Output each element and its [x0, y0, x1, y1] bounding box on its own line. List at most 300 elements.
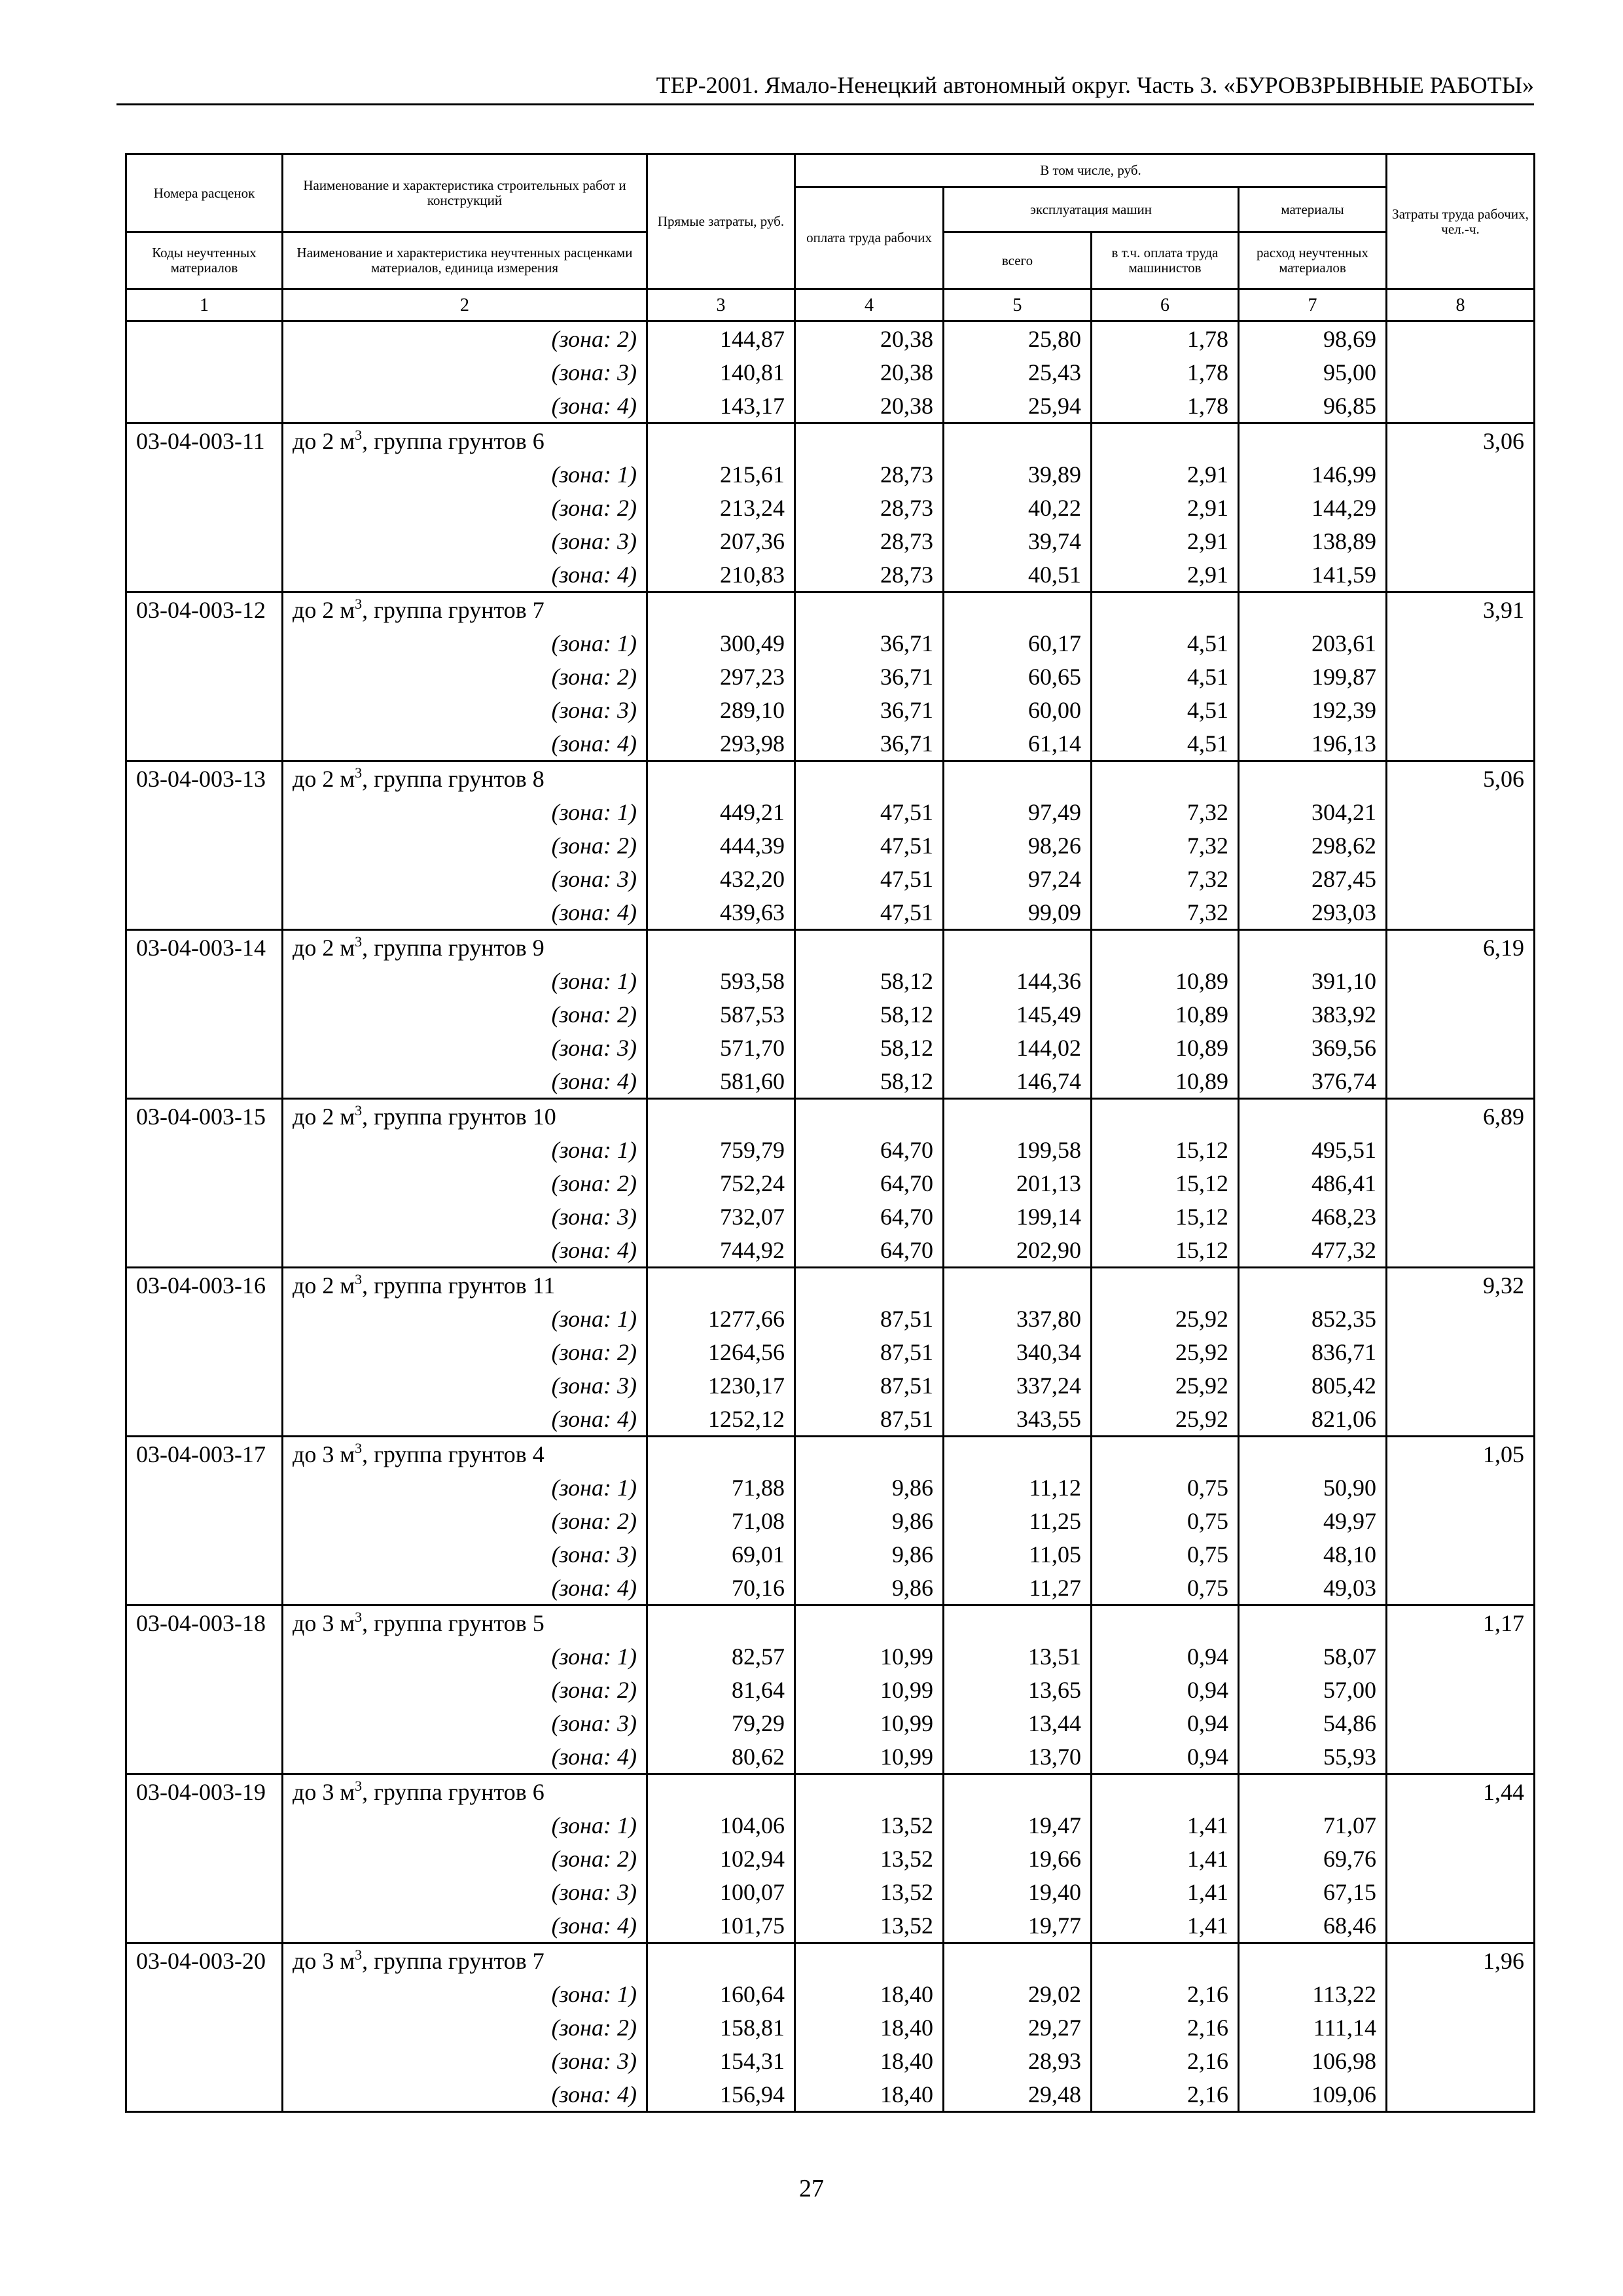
empty-cell [126, 795, 283, 829]
zone-label: (зона: 3) [283, 1031, 647, 1064]
direct-costs-value: 732,07 [647, 1200, 795, 1233]
operators-pay-value: 25,92 [1092, 1369, 1239, 1402]
rate-name-text: до 3 м [293, 1778, 355, 1805]
empty-cell [795, 592, 944, 627]
rate-name-text: до 3 м [293, 1441, 355, 1467]
soil-group-text: , группа грунтов 7 [362, 596, 544, 623]
rate-header-row [126, 1437, 1535, 1471]
operators-pay-value: 0,75 [1092, 1471, 1239, 1504]
labor-pay-value: 28,73 [795, 457, 944, 491]
empty-cell [1387, 2077, 1535, 2112]
empty-cell [1387, 321, 1535, 356]
zone-label: (зона: 4) [283, 1064, 647, 1099]
empty-cell [126, 1977, 283, 2011]
zone-label: (зона: 1) [283, 1808, 647, 1842]
soil-group-text: , группа грунтов 5 [362, 1609, 544, 1636]
rate-name [283, 1774, 647, 1809]
rate-header-row [126, 761, 1535, 796]
zone-label: (зона: 2) [283, 829, 647, 862]
direct-costs-value: 80,62 [647, 1740, 795, 1774]
materials-value: 111,14 [1239, 2011, 1387, 2044]
operators-pay-value: 0,94 [1092, 1740, 1239, 1774]
empty-cell [1387, 1369, 1535, 1402]
zone-label: (зона: 3) [283, 1706, 647, 1740]
zone-row [126, 1909, 1535, 1943]
empty-cell [126, 355, 283, 389]
labor-pay-value: 20,38 [795, 389, 944, 423]
direct-costs-value: 158,81 [647, 2011, 795, 2044]
rate-header-row [126, 592, 1535, 627]
zone-row [126, 693, 1535, 726]
zone-row [126, 2077, 1535, 2112]
unit-exponent: 3 [355, 595, 363, 612]
column-number: 5 [944, 289, 1092, 321]
zone-label: (зона: 3) [283, 355, 647, 389]
empty-cell [944, 930, 1092, 965]
direct-costs-value: 432,20 [647, 862, 795, 895]
zone-label: (зона: 3) [283, 1537, 647, 1571]
header-material-name: Наименование и характеристика неучтенных расценками материалов, единица измерения [283, 232, 647, 289]
labor-hours-value: 5,06 [1387, 761, 1535, 796]
machines-total-value: 97,49 [944, 795, 1092, 829]
machines-total-value: 29,48 [944, 2077, 1092, 2112]
zone-label: (зона: 1) [283, 964, 647, 997]
empty-cell [1387, 1875, 1535, 1909]
materials-value: 58,07 [1239, 1640, 1387, 1673]
empty-cell [1387, 895, 1535, 930]
labor-pay-value: 36,71 [795, 626, 944, 660]
empty-cell [1387, 491, 1535, 524]
machines-total-value: 13,44 [944, 1706, 1092, 1740]
labor-pay-value: 58,12 [795, 997, 944, 1031]
machines-total-value: 337,80 [944, 1302, 1092, 1335]
empty-cell [126, 491, 283, 524]
empty-cell [126, 1706, 283, 1740]
empty-cell [795, 1268, 944, 1302]
empty-cell [1387, 1740, 1535, 1774]
operators-pay-value: 2,16 [1092, 2044, 1239, 2077]
header-work-name: Наименование и характеристика строительных работ и конструкций [283, 154, 647, 232]
direct-costs-value: 289,10 [647, 693, 795, 726]
zone-label: (зона: 4) [283, 895, 647, 930]
zone-label: (зона: 2) [283, 997, 647, 1031]
empty-cell [1092, 423, 1239, 458]
zone-row [126, 1537, 1535, 1571]
direct-costs-value: 449,21 [647, 795, 795, 829]
machines-total-value: 39,89 [944, 457, 1092, 491]
empty-cell [647, 1437, 795, 1471]
column-number: 1 [126, 289, 283, 321]
direct-costs-value: 100,07 [647, 1875, 795, 1909]
empty-cell [126, 997, 283, 1031]
rate-header-row [126, 423, 1535, 458]
materials-value: 486,41 [1239, 1166, 1387, 1200]
materials-value: 468,23 [1239, 1200, 1387, 1233]
machines-total-value: 146,74 [944, 1064, 1092, 1099]
zone-label: (зона: 2) [283, 1842, 647, 1875]
empty-cell [1239, 1605, 1387, 1640]
empty-cell [647, 1605, 795, 1640]
machines-total-value: 60,65 [944, 660, 1092, 693]
empty-cell [1239, 1268, 1387, 1302]
labor-pay-value: 10,99 [795, 1640, 944, 1673]
zone-row [126, 321, 1535, 356]
zone-row [126, 1402, 1535, 1437]
labor-pay-value: 10,99 [795, 1740, 944, 1774]
empty-cell [1387, 1200, 1535, 1233]
empty-cell [1092, 1774, 1239, 1809]
rate-code: 03-04-003-15 [126, 1099, 283, 1134]
direct-costs-value: 1252,12 [647, 1402, 795, 1437]
empty-cell [1239, 930, 1387, 965]
labor-hours-value: 3,06 [1387, 423, 1535, 458]
header-machines: эксплуатация машин [944, 187, 1239, 232]
zone-row [126, 1640, 1535, 1673]
materials-value: 146,99 [1239, 457, 1387, 491]
machines-total-value: 343,55 [944, 1402, 1092, 1437]
direct-costs-value: 444,39 [647, 829, 795, 862]
materials-value: 71,07 [1239, 1808, 1387, 1842]
operators-pay-value: 2,91 [1092, 457, 1239, 491]
rate-header-row [126, 1774, 1535, 1809]
rate-name [283, 1943, 647, 1978]
operators-pay-value: 1,41 [1092, 1842, 1239, 1875]
labor-pay-value: 18,40 [795, 1977, 944, 2011]
operators-pay-value: 10,89 [1092, 1031, 1239, 1064]
empty-cell [1387, 1808, 1535, 1842]
header-operators-pay: в т.ч. оплата труда машинистов [1092, 232, 1239, 289]
machines-total-value: 144,02 [944, 1031, 1092, 1064]
operators-pay-value: 1,78 [1092, 389, 1239, 423]
rate-name-text: до 2 м [293, 427, 355, 454]
direct-costs-value: 593,58 [647, 964, 795, 997]
machines-total-value: 40,51 [944, 558, 1092, 592]
zone-row [126, 1166, 1535, 1200]
labor-hours-value: 6,89 [1387, 1099, 1535, 1134]
rate-name [283, 1437, 647, 1471]
empty-cell [126, 2044, 283, 2077]
labor-hours-value: 1,17 [1387, 1605, 1535, 1640]
rate-name [283, 1099, 647, 1134]
labor-pay-value: 18,40 [795, 2044, 944, 2077]
materials-value: 96,85 [1239, 389, 1387, 423]
materials-value: 836,71 [1239, 1335, 1387, 1369]
empty-cell [1387, 457, 1535, 491]
empty-cell [944, 423, 1092, 458]
empty-cell [126, 1808, 283, 1842]
empty-cell [126, 829, 283, 862]
zone-row [126, 1369, 1535, 1402]
rate-name-text: до 2 м [293, 1103, 355, 1130]
direct-costs-value: 581,60 [647, 1064, 795, 1099]
machines-total-value: 29,27 [944, 2011, 1092, 2044]
direct-costs-value: 101,75 [647, 1909, 795, 1943]
materials-value: 50,90 [1239, 1471, 1387, 1504]
zone-label: (зона: 2) [283, 660, 647, 693]
operators-pay-value: 4,51 [1092, 626, 1239, 660]
empty-cell [1387, 1706, 1535, 1740]
empty-cell [126, 1369, 283, 1402]
rate-name [283, 1605, 647, 1640]
zone-row [126, 862, 1535, 895]
materials-value: 48,10 [1239, 1537, 1387, 1571]
zone-label: (зона: 1) [283, 626, 647, 660]
table-header [126, 154, 1535, 321]
zone-label: (зона: 4) [283, 2077, 647, 2112]
empty-cell [1387, 1640, 1535, 1673]
machines-total-value: 19,47 [944, 1808, 1092, 1842]
zone-row [126, 964, 1535, 997]
direct-costs-value: 69,01 [647, 1537, 795, 1571]
labor-hours-value: 1,96 [1387, 1943, 1535, 1978]
empty-cell [1092, 1943, 1239, 1978]
labor-hours-value: 6,19 [1387, 930, 1535, 965]
zone-row [126, 829, 1535, 862]
empty-cell [795, 1437, 944, 1471]
empty-cell [126, 389, 283, 423]
zone-label: (зона: 4) [283, 1909, 647, 1943]
rate-code: 03-04-003-11 [126, 423, 283, 458]
empty-cell [1239, 1943, 1387, 1978]
rate-code: 03-04-003-14 [126, 930, 283, 965]
empty-cell [1092, 1605, 1239, 1640]
machines-total-value: 13,51 [944, 1640, 1092, 1673]
empty-cell [1387, 1302, 1535, 1335]
zone-label: (зона: 1) [283, 1302, 647, 1335]
column-number: 7 [1239, 289, 1387, 321]
header-rule [116, 103, 1534, 105]
materials-value: 49,03 [1239, 1571, 1387, 1605]
machines-total-value: 19,40 [944, 1875, 1092, 1909]
rate-name-text: до 3 м [293, 1609, 355, 1636]
direct-costs-value: 156,94 [647, 2077, 795, 2112]
labor-hours-value: 3,91 [1387, 592, 1535, 627]
zone-label: (зона: 3) [283, 1200, 647, 1233]
machines-total-value: 11,05 [944, 1537, 1092, 1571]
machines-total-value: 39,74 [944, 524, 1092, 558]
zone-label: (зона: 2) [283, 1166, 647, 1200]
materials-value: 298,62 [1239, 829, 1387, 862]
operators-pay-value: 1,78 [1092, 321, 1239, 356]
empty-cell [1387, 693, 1535, 726]
materials-value: 141,59 [1239, 558, 1387, 592]
soil-group-text: , группа грунтов 10 [362, 1103, 556, 1130]
materials-value: 95,00 [1239, 355, 1387, 389]
unit-exponent: 3 [355, 426, 363, 443]
labor-pay-value: 13,52 [795, 1808, 944, 1842]
empty-cell [795, 1943, 944, 1978]
operators-pay-value: 4,51 [1092, 726, 1239, 761]
machines-total-value: 11,27 [944, 1571, 1092, 1605]
machines-total-value: 11,25 [944, 1504, 1092, 1537]
direct-costs-value: 144,87 [647, 321, 795, 356]
rate-name-text: до 2 м [293, 934, 355, 961]
zone-label: (зона: 4) [283, 1571, 647, 1605]
empty-cell [126, 726, 283, 761]
empty-cell [1387, 726, 1535, 761]
column-number: 4 [795, 289, 944, 321]
empty-cell [1387, 626, 1535, 660]
zone-row [126, 895, 1535, 930]
empty-cell [795, 761, 944, 796]
operators-pay-value: 4,51 [1092, 693, 1239, 726]
empty-cell [944, 761, 1092, 796]
labor-pay-value: 58,12 [795, 1031, 944, 1064]
materials-value: 69,76 [1239, 1842, 1387, 1875]
empty-cell [1239, 1099, 1387, 1134]
direct-costs-value: 104,06 [647, 1808, 795, 1842]
empty-cell [647, 761, 795, 796]
column-number: 3 [647, 289, 795, 321]
rate-name [283, 761, 647, 796]
zone-row [126, 457, 1535, 491]
direct-costs-value: 79,29 [647, 1706, 795, 1740]
operators-pay-value: 7,32 [1092, 895, 1239, 930]
empty-cell [126, 626, 283, 660]
machines-total-value: 28,93 [944, 2044, 1092, 2077]
materials-value: 144,29 [1239, 491, 1387, 524]
soil-group-text: , группа грунтов 7 [362, 1947, 544, 1974]
materials-value: 109,06 [1239, 2077, 1387, 2112]
empty-cell [126, 1571, 283, 1605]
empty-cell [1387, 2011, 1535, 2044]
materials-value: 477,32 [1239, 1233, 1387, 1268]
direct-costs-value: 1264,56 [647, 1335, 795, 1369]
direct-costs-value: 744,92 [647, 1233, 795, 1268]
labor-pay-value: 58,12 [795, 964, 944, 997]
empty-cell [126, 1471, 283, 1504]
header-materials-usage: расход неучтенных материалов [1239, 232, 1387, 289]
empty-cell [126, 321, 283, 356]
machines-total-value: 97,24 [944, 862, 1092, 895]
direct-costs-value: 70,16 [647, 1571, 795, 1605]
rate-header-row [126, 1099, 1535, 1134]
labor-pay-value: 87,51 [795, 1369, 944, 1402]
direct-costs-value: 143,17 [647, 389, 795, 423]
machines-total-value: 144,36 [944, 964, 1092, 997]
empty-cell [1387, 524, 1535, 558]
operators-pay-value: 0,94 [1092, 1706, 1239, 1740]
zone-label: (зона: 1) [283, 1977, 647, 2011]
operators-pay-value: 2,91 [1092, 558, 1239, 592]
rate-code: 03-04-003-19 [126, 1774, 283, 1809]
materials-value: 852,35 [1239, 1302, 1387, 1335]
empty-cell [1387, 1133, 1535, 1166]
rate-name [283, 1268, 647, 1302]
soil-group-text: , группа грунтов 4 [362, 1441, 544, 1467]
empty-cell [126, 1504, 283, 1537]
rate-code: 03-04-003-13 [126, 761, 283, 796]
direct-costs-value: 210,83 [647, 558, 795, 592]
unit-exponent: 3 [355, 764, 363, 781]
machines-total-value: 40,22 [944, 491, 1092, 524]
table-body [126, 321, 1535, 2112]
zone-label: (зона: 1) [283, 795, 647, 829]
materials-value: 57,00 [1239, 1673, 1387, 1706]
empty-cell [647, 1943, 795, 1978]
zone-label: (зона: 3) [283, 862, 647, 895]
zone-row [126, 997, 1535, 1031]
empty-cell [126, 1640, 283, 1673]
direct-costs-value: 215,61 [647, 457, 795, 491]
unit-exponent: 3 [355, 933, 363, 950]
labor-pay-value: 20,38 [795, 321, 944, 356]
column-number: 8 [1387, 289, 1535, 321]
zone-row [126, 1133, 1535, 1166]
rate-name-text: до 2 м [293, 1272, 355, 1299]
empty-cell [1387, 1909, 1535, 1943]
zone-row [126, 1842, 1535, 1875]
direct-costs-value: 1277,66 [647, 1302, 795, 1335]
zone-label: (зона: 1) [283, 1471, 647, 1504]
empty-cell [944, 1437, 1092, 1471]
zone-label: (зона: 1) [283, 1133, 647, 1166]
labor-pay-value: 64,70 [795, 1133, 944, 1166]
empty-cell [1387, 660, 1535, 693]
materials-value: 383,92 [1239, 997, 1387, 1031]
operators-pay-value: 25,92 [1092, 1402, 1239, 1437]
unit-exponent: 3 [355, 1946, 363, 1963]
empty-cell [1387, 1402, 1535, 1437]
machines-total-value: 29,02 [944, 1977, 1092, 2011]
direct-costs-value: 759,79 [647, 1133, 795, 1166]
labor-pay-value: 36,71 [795, 726, 944, 761]
materials-value: 369,56 [1239, 1031, 1387, 1064]
zone-label: (зона: 2) [283, 1673, 647, 1706]
labor-pay-value: 64,70 [795, 1166, 944, 1200]
operators-pay-value: 7,32 [1092, 795, 1239, 829]
materials-value: 287,45 [1239, 862, 1387, 895]
empty-cell [126, 660, 283, 693]
zone-row [126, 1808, 1535, 1842]
empty-cell [1387, 862, 1535, 895]
empty-cell [1092, 1099, 1239, 1134]
zone-label: (зона: 1) [283, 457, 647, 491]
operators-pay-value: 1,78 [1092, 355, 1239, 389]
machines-total-value: 25,80 [944, 321, 1092, 356]
machines-total-value: 340,34 [944, 1335, 1092, 1369]
header-material-codes: Коды неучтенных материалов [126, 232, 283, 289]
empty-cell [126, 1133, 283, 1166]
empty-cell [126, 895, 283, 930]
zone-label: (зона: 4) [283, 558, 647, 592]
labor-pay-value: 47,51 [795, 862, 944, 895]
rate-header-row [126, 1943, 1535, 1978]
empty-cell [126, 1673, 283, 1706]
labor-pay-value: 18,40 [795, 2077, 944, 2112]
machines-total-value: 337,24 [944, 1369, 1092, 1402]
empty-cell [1239, 1774, 1387, 1809]
zone-row [126, 1335, 1535, 1369]
rate-code: 03-04-003-17 [126, 1437, 283, 1471]
rate-name [283, 423, 647, 458]
zone-row [126, 1031, 1535, 1064]
empty-cell [126, 524, 283, 558]
header-direct-costs: Прямые затраты, руб. [647, 154, 795, 289]
operators-pay-value: 10,89 [1092, 997, 1239, 1031]
page-header: ТЕР-2001. Ямало-Ненецкий автономный округ. Часть 3. «БУРОВЗРЫВНЫЕ РАБОТЫ» [656, 72, 1534, 98]
empty-cell [126, 964, 283, 997]
empty-cell [126, 2077, 283, 2112]
direct-costs-value: 1230,17 [647, 1369, 795, 1402]
zone-label: (зона: 4) [283, 1402, 647, 1437]
machines-total-value: 199,58 [944, 1133, 1092, 1166]
zone-label: (зона: 4) [283, 726, 647, 761]
zone-label: (зона: 3) [283, 1369, 647, 1402]
rate-name [283, 930, 647, 965]
empty-cell [126, 1537, 283, 1571]
materials-value: 192,39 [1239, 693, 1387, 726]
